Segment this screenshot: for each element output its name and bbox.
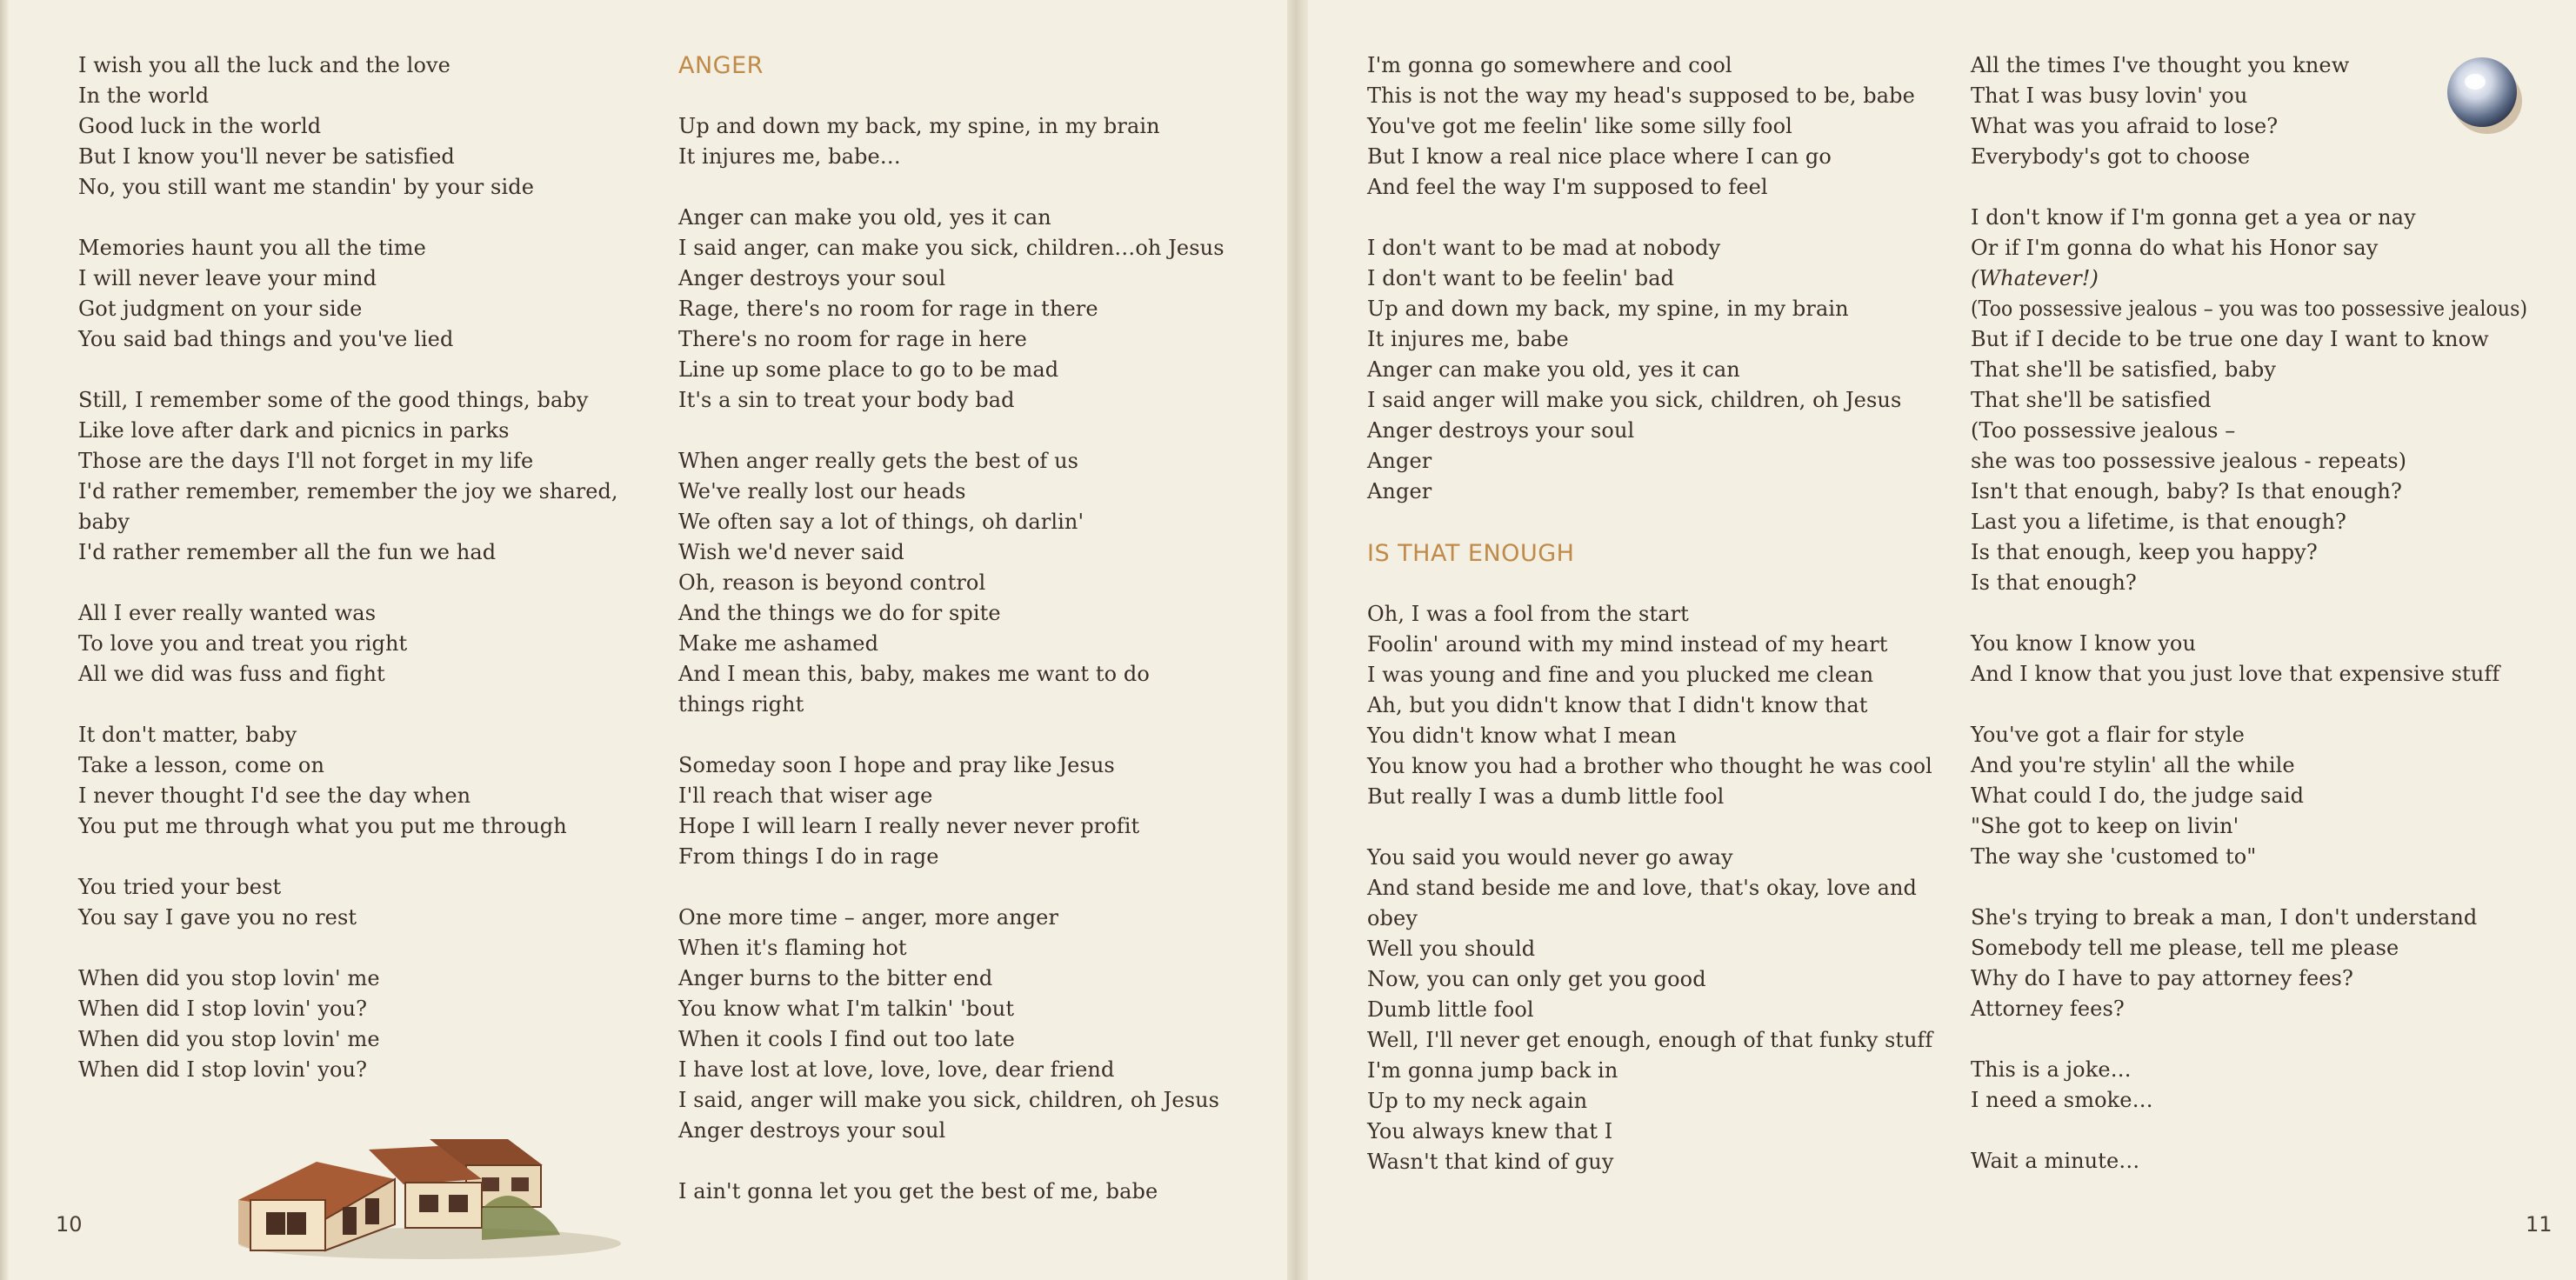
lyric-line: I'd rather remember, remember the joy we shared, xyxy=(78,479,618,503)
lyric-line: That I was busy lovin' you xyxy=(1971,83,2248,108)
lyric-line: Memories haunt you all the time xyxy=(78,236,426,260)
song-title-anger: ANGER xyxy=(678,52,764,79)
lyric-line: Anger destroys your soul xyxy=(1367,418,1635,443)
lyric-line: Line up some place to go to be mad xyxy=(678,357,1059,382)
lyric-line: That she'll be satisfied, baby xyxy=(1971,357,2277,382)
lyric-line: Got judgment on your side xyxy=(78,297,363,321)
lyrics-column-anger xyxy=(678,50,1235,1237)
lyric-line: You tried your best xyxy=(78,875,282,899)
lyric-line: Anger xyxy=(1367,449,1432,473)
lyric-line: All the times I've thought you knew xyxy=(1971,53,2350,77)
lyric-line: Foolin' around with my mind instead of my heart xyxy=(1367,632,1888,657)
lyric-line: You always knew that I xyxy=(1367,1119,1613,1143)
lyric-line: obey xyxy=(1367,906,1418,930)
lyric-line: You said bad things and you've lied xyxy=(78,327,454,351)
lyric-line: Take a lesson, come on xyxy=(78,753,325,777)
lyric-line: I wish you all the luck and the love xyxy=(78,53,450,77)
pearl-icon xyxy=(2442,52,2526,136)
lyric-line: You didn't know what I mean xyxy=(1367,723,1677,748)
lyric-line: Isn't that enough, baby? Is that enough? xyxy=(1971,479,2402,503)
lyric-line: Up and down my back, my spine, in my brain xyxy=(678,114,1160,138)
lyric-line: Wait a minute… xyxy=(1971,1149,2140,1173)
lyric-line: But I know you'll never be satisfied xyxy=(78,144,455,169)
lyrics-column-4 xyxy=(1971,50,2527,1207)
lyric-line: She's trying to break a man, I don't understand xyxy=(1971,905,2478,930)
lyric-line: Like love after dark and picnics in parks xyxy=(78,418,510,443)
lyric-line: It's a sin to treat your body bad xyxy=(678,388,1015,412)
lyric-stanza xyxy=(78,720,617,842)
book-gutter xyxy=(1287,0,1308,1280)
lyric-line: Or if I'm gonna do what his Honor say xyxy=(1971,236,2379,260)
lyric-line: Is that enough, keep you happy? xyxy=(1971,540,2318,564)
lyric-line: When it's flaming hot xyxy=(678,936,907,960)
lyric-line: It don't matter, baby xyxy=(78,723,297,747)
lyric-line: I don't want to be feelin' bad xyxy=(1367,266,1675,290)
lyric-line: Oh, I was a fool from the start xyxy=(1367,602,1689,626)
lyric-line: Is that enough? xyxy=(1971,570,2137,595)
lyric-line: You know you had a brother who thought he was cool xyxy=(1367,754,1932,778)
house-icon xyxy=(221,1104,630,1261)
lyric-line: When did I stop lovin' you? xyxy=(78,997,368,1021)
page-number-left: 10 xyxy=(56,1212,83,1237)
lyric-line: That she'll be satisfied xyxy=(1971,388,2212,412)
lyric-line: We've really lost our heads xyxy=(678,479,966,503)
lyrics-column-1 xyxy=(78,50,617,1116)
lyric-line: What could I do, the judge said xyxy=(1971,783,2305,808)
lyric-line: You've got me feelin' like some silly fool xyxy=(1367,114,1792,138)
lyric-line: One more time – anger, more anger xyxy=(678,905,1059,930)
lyric-line: I'll reach that wiser age xyxy=(678,783,933,808)
lyric-line: I'm gonna go somewhere and cool xyxy=(1367,53,1732,77)
lyric-line: And stand beside me and love, that's okay, love and xyxy=(1367,876,1918,900)
page-number-right: 11 xyxy=(2526,1212,2553,1237)
lyric-line: Oh, reason is beyond control xyxy=(678,570,986,595)
lyric-stanza xyxy=(1971,203,2527,598)
lyric-line: Those are the days I'll not forget in my life xyxy=(78,449,534,473)
lyric-line: Well you should xyxy=(1367,937,1536,961)
lyric-line: But I know a real nice place where I can go xyxy=(1367,144,1832,169)
lyric-line: (Whatever!) xyxy=(1971,266,2099,290)
lyric-line: And feel the way I'm supposed to feel xyxy=(1367,175,1768,199)
lyric-line: You know I know you xyxy=(1971,631,2197,656)
lyric-line: I said anger will make you sick, children, oh Jesus xyxy=(1367,388,1902,412)
lyric-line: In the world xyxy=(78,83,210,108)
lyric-stanza xyxy=(1971,1146,2527,1177)
lyric-line: When did you stop lovin' me xyxy=(78,1027,380,1051)
lyric-line: This is a joke… xyxy=(1971,1057,2132,1082)
lyric-line: I said, anger will make you sick, children, oh Jesus xyxy=(678,1088,1220,1112)
lyric-line: Up to my neck again xyxy=(1367,1089,1588,1113)
lyric-stanza xyxy=(678,203,1235,416)
lyric-line: I don't know if I'm gonna get a yea or nay xyxy=(1971,205,2416,230)
lyric-line: I was young and fine and you plucked me clean xyxy=(1367,663,1874,687)
lyric-line: But really I was a dumb little fool xyxy=(1367,784,1725,809)
lyric-stanza xyxy=(1971,903,2527,1024)
lyric-line: I'm gonna jump back in xyxy=(1367,1058,1618,1083)
lyric-stanza xyxy=(78,233,617,355)
lyric-line: When it cools I find out too late xyxy=(678,1027,1015,1051)
lyric-line: I never thought I'd see the day when xyxy=(78,783,471,808)
lyric-line: When did I stop lovin' you? xyxy=(78,1057,368,1082)
lyric-line: When did you stop lovin' me xyxy=(78,966,380,990)
lyric-line: You said you would never go away xyxy=(1367,845,1733,870)
lyric-line: We often say a lot of things, oh darlin' xyxy=(678,510,1084,534)
lyric-line: Everybody's got to choose xyxy=(1971,144,2251,169)
lyric-stanza xyxy=(678,111,1235,172)
lyric-line: You know what I'm talkin' 'bout xyxy=(678,997,1015,1021)
lyric-line: (Too possessive jealous – xyxy=(1971,418,2236,443)
lyric-line: The way she 'customed to" xyxy=(1971,844,2257,869)
lyric-line: Anger destroys your soul xyxy=(678,1118,946,1143)
lyric-stanza xyxy=(678,1177,1235,1207)
lyric-line: things right xyxy=(678,692,804,717)
lyric-stanza xyxy=(78,385,617,568)
lyric-line: Anger can make you old, yes it can xyxy=(1367,357,1740,382)
lyric-line: You put me through what you put me through xyxy=(78,814,567,838)
lyric-line: And you're stylin' all the while xyxy=(1971,753,2295,777)
lyric-line: Attorney fees? xyxy=(1971,997,2125,1021)
lyric-line: It injures me, babe… xyxy=(678,144,901,169)
lyric-stanza xyxy=(1971,720,2527,872)
lyric-line: "She got to keep on livin' xyxy=(1971,814,2239,838)
lyric-line: What was you afraid to lose? xyxy=(1971,114,2279,138)
lyric-line: Still, I remember some of the good things, baby xyxy=(78,388,589,412)
lyric-line: Dumb little fool xyxy=(1367,997,1534,1022)
lyric-line: When anger really gets the best of us xyxy=(678,449,1079,473)
lyric-line: I have lost at love, love, love, dear friend xyxy=(678,1057,1115,1082)
lyric-line: Ah, but you didn't know that I didn't know that xyxy=(1367,693,1868,717)
lyric-line: This is not the way my head's supposed to be, babe xyxy=(1367,83,1915,108)
lyric-line: Well, I'll never get enough, enough of that funky stuff xyxy=(1367,1028,1933,1052)
lyric-line: baby xyxy=(78,510,130,534)
lyric-line: (Too possessive jealous – you was too possessive jealous) xyxy=(1971,297,2528,321)
lyric-line: From things I do in rage xyxy=(678,844,939,869)
lyric-stanza xyxy=(678,903,1235,1146)
lyric-line: But if I decide to be true one day I want to know xyxy=(1971,327,2489,351)
lyric-stanza xyxy=(78,598,617,690)
lyric-line: Somebody tell me please, tell me please xyxy=(1971,936,2399,960)
lyric-stanza xyxy=(1367,843,1932,1177)
lyrics-column-3 xyxy=(1367,50,1932,1208)
lyric-line: There's no room for rage in here xyxy=(678,327,1027,351)
lyric-line: Hope I will learn I really never never profit xyxy=(678,814,1140,838)
lyric-stanza xyxy=(78,872,617,933)
lyric-line: I will never leave your mind xyxy=(78,266,377,290)
lyric-stanza xyxy=(678,446,1235,720)
lyric-line: I said anger, can make you sick, children…oh Jesus xyxy=(678,236,1225,260)
lyric-line: Now, you can only get you good xyxy=(1367,967,1706,991)
lyric-stanza xyxy=(1971,629,2527,690)
lyric-line: No, you still want me standin' by your side xyxy=(78,175,535,199)
lyric-stanza xyxy=(678,750,1235,872)
lyric-stanza xyxy=(1367,50,1932,203)
lyric-line: I'd rather remember all the fun we had xyxy=(78,540,497,564)
lyric-line: she was too possessive jealous - repeats) xyxy=(1971,449,2407,473)
lyric-line: Good luck in the world xyxy=(78,114,322,138)
lyric-line: Up and down my back, my spine, in my brain xyxy=(1367,297,1849,321)
lyric-line: You say I gave you no rest xyxy=(78,905,357,930)
lyric-line: I don't want to be mad at nobody xyxy=(1367,236,1721,260)
page-edge xyxy=(0,0,9,1280)
lyric-line: Rage, there's no room for rage in there xyxy=(678,297,1098,321)
lyric-line: All we did was fuss and fight xyxy=(78,662,385,686)
lyric-line: Anger xyxy=(1367,479,1432,503)
lyric-line: I need a smoke… xyxy=(1971,1088,2153,1112)
lyric-line: Someday soon I hope and pray like Jesus xyxy=(678,753,1115,777)
lyric-line: Wasn't that kind of guy xyxy=(1367,1150,1614,1174)
lyric-line: Anger can make you old, yes it can xyxy=(678,205,1051,230)
lyric-stanza xyxy=(78,963,617,1085)
lyric-line: You've got a flair for style xyxy=(1971,723,2245,747)
lyric-line: All I ever really wanted was xyxy=(78,601,377,625)
lyric-stanza xyxy=(1367,233,1932,507)
lyric-line: And the things we do for spite xyxy=(678,601,1001,625)
lyric-line: I ain't gonna let you get the best of me, babe xyxy=(678,1179,1158,1203)
lyric-line: To love you and treat you right xyxy=(78,631,408,656)
lyric-stanza xyxy=(1367,599,1932,812)
lyric-line: Anger destroys your soul xyxy=(678,266,946,290)
lyric-line: Wish we'd never said xyxy=(678,540,904,564)
lyric-line: Why do I have to pay attorney fees? xyxy=(1971,966,2353,990)
lyric-line: It injures me, babe xyxy=(1367,327,1569,351)
lyric-line: And I mean this, baby, makes me want to do xyxy=(678,662,1150,686)
lyric-stanza xyxy=(1971,1055,2527,1116)
lyric-line: Make me ashamed xyxy=(678,631,879,656)
lyric-line: Last you a lifetime, is that enough? xyxy=(1971,510,2347,534)
song-title-is-that-enough: IS THAT ENOUGH xyxy=(1367,540,1575,567)
lyric-line: Anger burns to the bitter end xyxy=(678,966,993,990)
lyric-line: And I know that you just love that expensive stuff xyxy=(1971,662,2500,686)
lyric-stanza xyxy=(78,50,617,203)
